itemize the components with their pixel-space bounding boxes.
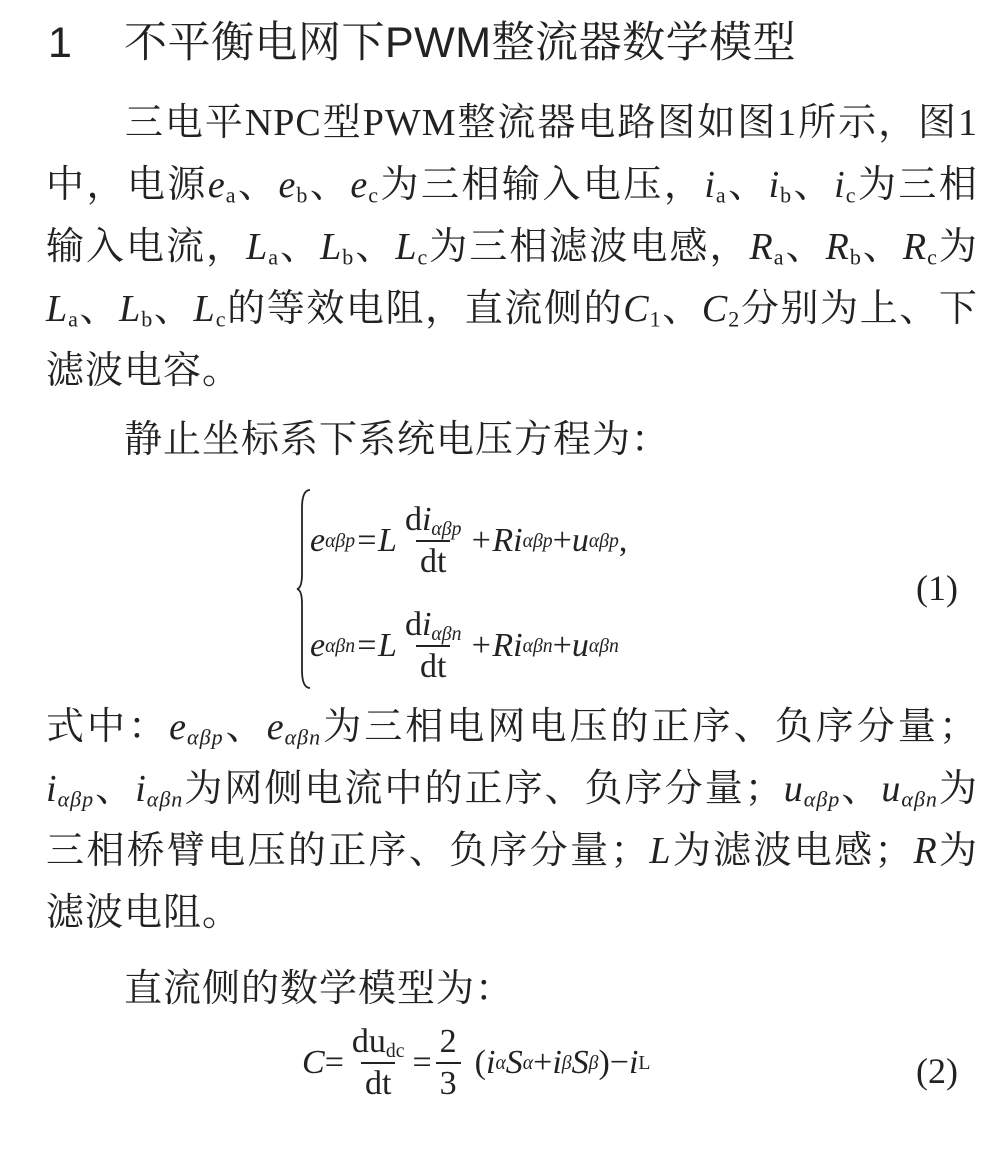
equation-2: C = $\frac{du_{dc}}{dt}$ = $\frac{2}{3}$ ( i α S α + i β S β ) − i L	[302, 1023, 651, 1102]
paragraph-voltage-intro: 静止坐标系下系统电压方程为：	[124, 419, 671, 461]
paragraph-symbol-definitions: 式中：$e_{\alpha\beta p}$、$e_{\alpha\beta n}$为三相电网电压的正序、负序分量；$i_{\alpha\beta p}$、$i_{\alpha\beta n}$为网侧电流中的正序、负序分量；$u_{\alpha\beta p}$、$u_{\alpha\beta n}$为三相桥臂电压的正序、负序分量；L为滤波电感；R为滤波电阻。	[46, 706, 978, 934]
section-heading	[48, 14, 796, 72]
paragraph-dc-intro: 直流侧的数学模型为：	[124, 968, 515, 1010]
section-title: 不平衡电网下PWM整流器数学模型	[124, 19, 797, 67]
section-number: 1	[48, 19, 73, 67]
equation-2-number: (2)	[916, 1051, 958, 1091]
equation-1-line-positive: e αβp =L $\frac{di_{\alpha\beta p}}{dt}$ +R i αβp + u αβp ,	[310, 501, 628, 580]
equation-1-number: (1)	[916, 568, 958, 608]
paragraph-circuit-description: 三电平NPC型PWM整流器电路图如图1所示，图1中，电源$e_a$、$e_b$、$e_c$为三相输入电压，$i_a$、$i_b$、$i_c$为三相输入电流，$L_a$、$L_b$、$L_c$为三相滤波电感，$R_a$、$R_b$、$R_c$为$L_a$、$L_b$、$L_c$的等效电阻，直流侧的$C_1$、$C_2$分别为上、下滤波电容。	[46, 102, 978, 392]
equation-1-line-negative: e αβn =L $\frac{di_{\alpha\beta n}}{dt}$ +R i αβn + u αβn	[310, 606, 619, 685]
